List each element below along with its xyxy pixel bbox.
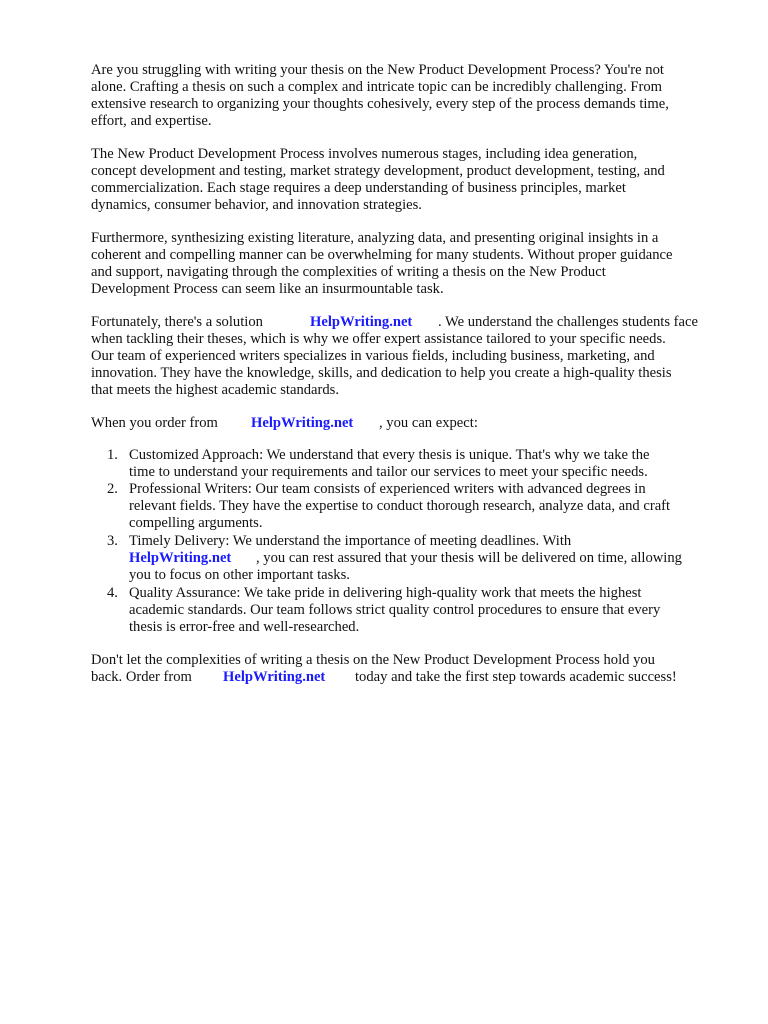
paragraph-2-line-3: commercialization. Each stage requires a deep understanding of business principles, market — [91, 180, 626, 196]
paragraph-2-line-4: dynamics, consumer behavior, and innovation strategies. — [91, 197, 422, 213]
paragraph-3-line-2: coherent and compelling manner can be overwhelming for many students. Without proper guidance — [91, 247, 673, 263]
paragraph-3-line-1: Furthermore, synthesizing existing literature, analyzing data, and presenting original insights in a — [91, 230, 659, 246]
list-item-1-line-2: time to understand your requirements and tailor our services to meet your specific needs. — [129, 464, 648, 480]
helpwriting-link-2[interactable]: HelpWriting.net — [251, 415, 354, 431]
paragraph-4-line-2: when tackling their theses, which is why we offer expert assistance tailored to your specific needs. — [91, 331, 666, 347]
paragraph-3-line-4: Development Process can seem like an insurmountable task. — [91, 281, 444, 297]
paragraph-4-line-1-end: . We understand the challenges students face — [438, 314, 698, 330]
paragraph-6-line-2-start: back. Order from — [91, 669, 192, 685]
paragraph-5-intro: When you order from — [91, 415, 218, 431]
list-item-2-line-2: relevant fields. They have the expertise to conduct thorough research, analyze data, and craft — [129, 498, 671, 514]
paragraph-4-line-3: Our team of experienced writers specializes in various fields, including business, marketing, and — [91, 348, 655, 364]
paragraph-6-line-1: Don't let the complexities of writing a thesis on the New Product Development Process hold you — [91, 652, 655, 668]
paragraph-1-line-1: Are you struggling with writing your thesis on the New Product Development Process? You're not — [91, 62, 664, 78]
helpwriting-link-1[interactable]: HelpWriting.net — [310, 314, 413, 330]
list-item-4-line-2: academic standards. Our team follows strict quality control procedures to ensure that every — [129, 602, 661, 618]
paragraph-1-line-4: effort, and expertise. — [91, 113, 212, 129]
list-number-3: 3. — [107, 533, 118, 549]
list-item-2-line-1: Professional Writers: Our team consists of experienced writers with advanced degrees in — [129, 481, 646, 497]
paragraph-2-line-1: The New Product Development Process involves numerous stages, including idea generation, — [91, 146, 638, 162]
paragraph-4-line-5: that meets the highest academic standards. — [91, 382, 340, 398]
list-number-4: 4. — [107, 585, 118, 601]
list-item-1-line-1: Customized Approach: We understand that every thesis is unique. That's why we take the — [129, 447, 650, 463]
list-item-3-line-3: you to focus on other important tasks. — [129, 567, 350, 583]
paragraph-1-line-2: alone. Crafting a thesis on such a complex and intricate topic can be incredibly challenging. From — [91, 79, 663, 95]
paragraph-2-line-2: concept development and testing, market strategy development, product development, testing, and — [91, 163, 665, 179]
list-item-4-line-1: Quality Assurance: We take pride in delivering high-quality work that meets the highest — [129, 585, 642, 601]
helpwriting-link-4[interactable]: HelpWriting.net — [223, 669, 326, 685]
list-item-4-line-3: thesis is error-free and well-researched. — [129, 619, 360, 635]
helpwriting-link-3[interactable]: HelpWriting.net — [129, 550, 232, 566]
paragraph-5-end: , you can expect: — [379, 415, 478, 431]
list-number-2: 2. — [107, 481, 118, 497]
paragraph-4-line-4: innovation. They have the knowledge, skills, and dedication to help you create a high-quality thesis — [91, 365, 672, 381]
list-item-3-line-1: Timely Delivery: We understand the importance of meeting deadlines. With — [129, 533, 572, 549]
list-item-2-line-3: compelling arguments. — [129, 515, 263, 531]
paragraph-3-line-3: and support, navigating through the complexities of writing a thesis on the New Product — [91, 264, 606, 280]
paragraph-6-line-2-end: today and take the first step towards academic success! — [355, 669, 677, 685]
paragraph-1-line-3: extensive research to organizing your thoughts cohesively, every step of the process demands time, — [91, 96, 669, 112]
list-item-3-line-2-end: , you can rest assured that your thesis will be delivered on time, allowing — [256, 550, 682, 566]
paragraph-4-intro: Fortunately, there's a solution — [91, 314, 263, 330]
list-number-1: 1. — [107, 447, 118, 463]
